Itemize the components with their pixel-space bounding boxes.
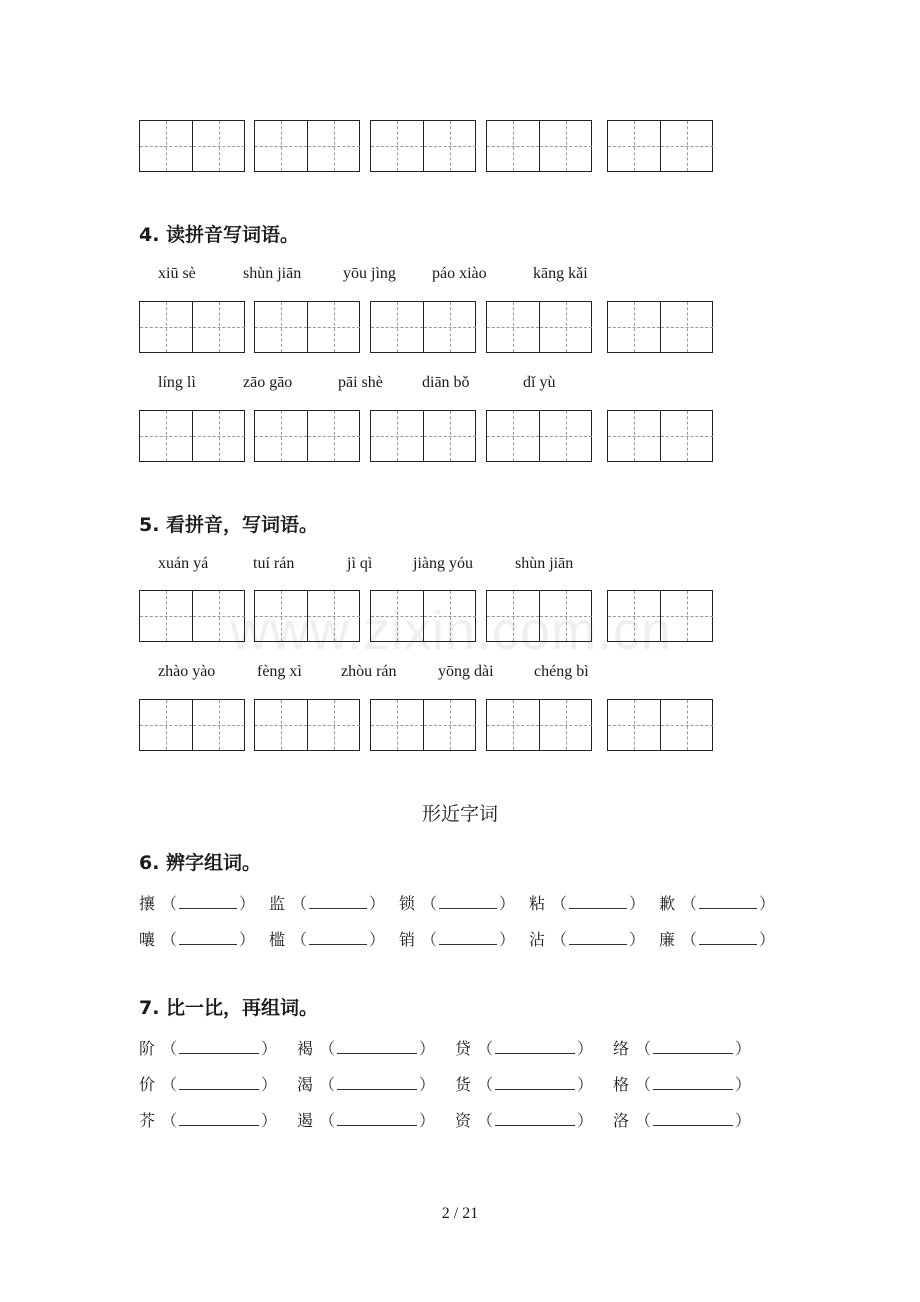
paren-open: （ bbox=[421, 930, 438, 949]
word-box[interactable] bbox=[254, 699, 360, 751]
word-box[interactable] bbox=[254, 590, 360, 642]
pinyin-label: tuí rán bbox=[253, 555, 295, 572]
paren-open: （ bbox=[477, 1111, 494, 1130]
char-pair bbox=[269, 891, 385, 914]
paren-open: （ bbox=[635, 1039, 652, 1058]
paren-close: ） bbox=[577, 1111, 594, 1130]
char-pair bbox=[455, 1072, 593, 1095]
char-pair bbox=[613, 1036, 751, 1059]
pinyin-label: jì qì bbox=[347, 555, 373, 572]
word-box[interactable] bbox=[254, 301, 360, 353]
paren-close: ） bbox=[735, 1111, 752, 1130]
char-pair bbox=[399, 891, 515, 914]
word-box[interactable] bbox=[486, 590, 592, 642]
word-box[interactable] bbox=[370, 410, 476, 462]
char: 销 bbox=[399, 930, 416, 949]
word-box[interactable] bbox=[139, 301, 245, 353]
char-pair bbox=[139, 1072, 277, 1095]
char-pair bbox=[297, 1072, 435, 1095]
pinyin-label: zhào yào bbox=[158, 663, 216, 680]
paren-close: ） bbox=[261, 1039, 278, 1058]
writing-grid-row bbox=[139, 301, 714, 355]
pinyin-label: yōng dài bbox=[438, 663, 494, 680]
pinyin-label: yōu jìng bbox=[343, 265, 396, 282]
paren-close: ） bbox=[369, 930, 386, 949]
pinyin-label: kāng kǎi bbox=[533, 265, 588, 282]
paren-close: ） bbox=[239, 930, 256, 949]
word-box[interactable] bbox=[486, 120, 592, 172]
question-5-heading: 5. 看拼音，写词语。 bbox=[139, 514, 319, 536]
paren-open: （ bbox=[421, 894, 438, 913]
paren-open: （ bbox=[161, 1075, 178, 1094]
paren-open: （ bbox=[161, 1111, 178, 1130]
section-title: 形近字词 bbox=[421, 803, 498, 825]
paren-open: （ bbox=[161, 930, 178, 949]
paren-close: ） bbox=[577, 1039, 594, 1058]
char-pair bbox=[297, 1108, 435, 1131]
paren-close: ） bbox=[577, 1075, 594, 1094]
char: 遏 bbox=[297, 1111, 314, 1130]
word-box[interactable] bbox=[254, 120, 360, 172]
word-box[interactable] bbox=[607, 590, 713, 642]
char: 贷 bbox=[455, 1039, 472, 1058]
char: 资 bbox=[455, 1111, 472, 1130]
word-box[interactable] bbox=[607, 410, 713, 462]
paren-open: （ bbox=[477, 1075, 494, 1094]
pinyin-label: zhòu rán bbox=[341, 663, 397, 680]
answer-blank[interactable] bbox=[179, 1075, 259, 1090]
answer-blank[interactable] bbox=[495, 1111, 575, 1126]
paren-close: ） bbox=[759, 894, 776, 913]
paren-close: ） bbox=[629, 894, 646, 913]
answer-blank[interactable] bbox=[495, 1039, 575, 1054]
answer-blank[interactable] bbox=[439, 930, 497, 945]
paren-open: （ bbox=[319, 1075, 336, 1094]
char-pair bbox=[139, 1108, 277, 1131]
answer-blank[interactable] bbox=[179, 1111, 259, 1126]
answer-blank[interactable] bbox=[439, 894, 497, 909]
writing-grid-row bbox=[139, 120, 714, 174]
answer-blank[interactable] bbox=[653, 1111, 733, 1126]
paren-open: （ bbox=[319, 1111, 336, 1130]
answer-blank[interactable] bbox=[179, 930, 237, 945]
word-box[interactable] bbox=[370, 301, 476, 353]
char: 洛 bbox=[613, 1111, 630, 1130]
char: 货 bbox=[455, 1075, 472, 1094]
word-box[interactable] bbox=[139, 699, 245, 751]
char: 粘 bbox=[529, 894, 546, 913]
paren-open: （ bbox=[477, 1039, 494, 1058]
paren-open: （ bbox=[291, 894, 308, 913]
pinyin-label: chéng bì bbox=[534, 663, 589, 680]
word-box[interactable] bbox=[139, 120, 245, 172]
char: 阶 bbox=[139, 1039, 156, 1058]
char: 渴 bbox=[297, 1075, 314, 1094]
char-pair bbox=[455, 1108, 593, 1131]
pinyin-label: xuán yá bbox=[158, 555, 209, 572]
page-number: 2 / 21 bbox=[441, 1205, 479, 1222]
pinyin-label: fèng xì bbox=[257, 663, 302, 680]
paren-open: （ bbox=[551, 894, 568, 913]
answer-blank[interactable] bbox=[309, 894, 367, 909]
answer-blank[interactable] bbox=[337, 1075, 417, 1090]
paren-close: ） bbox=[419, 1039, 436, 1058]
pinyin-label: jiàng yóu bbox=[413, 555, 473, 572]
char-pair bbox=[529, 891, 645, 914]
watermark-text: www.zixin.com.cn bbox=[230, 601, 673, 661]
writing-grid-row bbox=[139, 410, 714, 464]
paren-close: ） bbox=[261, 1111, 278, 1130]
char: 价 bbox=[139, 1075, 156, 1094]
char: 格 bbox=[613, 1075, 630, 1094]
answer-blank[interactable] bbox=[569, 894, 627, 909]
pinyin-label: zāo gāo bbox=[243, 374, 293, 391]
paren-close: ） bbox=[629, 930, 646, 949]
pinyin-label: shùn jiān bbox=[243, 265, 302, 282]
word-box[interactable] bbox=[254, 410, 360, 462]
paren-open: （ bbox=[681, 930, 698, 949]
paren-open: （ bbox=[551, 930, 568, 949]
paren-close: ） bbox=[735, 1039, 752, 1058]
word-box[interactable] bbox=[370, 699, 476, 751]
pinyin-label: páo xiào bbox=[432, 265, 487, 282]
paren-close: ） bbox=[499, 930, 516, 949]
paren-open: （ bbox=[291, 930, 308, 949]
word-box[interactable] bbox=[370, 120, 476, 172]
char: 歉 bbox=[659, 894, 676, 913]
word-box[interactable] bbox=[370, 590, 476, 642]
char: 沾 bbox=[529, 930, 546, 949]
char: 廉 bbox=[659, 930, 676, 949]
char-pair bbox=[613, 1072, 751, 1095]
char-pair bbox=[139, 891, 255, 914]
word-box[interactable] bbox=[486, 699, 592, 751]
char: 褐 bbox=[297, 1039, 314, 1058]
writing-grid-row bbox=[139, 590, 714, 644]
word-box[interactable] bbox=[486, 301, 592, 353]
answer-blank[interactable] bbox=[569, 930, 627, 945]
paren-close: ） bbox=[419, 1075, 436, 1094]
char-pair bbox=[399, 927, 515, 950]
paren-open: （ bbox=[635, 1075, 652, 1094]
question-7-heading: 7. 比一比，再组词。 bbox=[139, 997, 319, 1019]
char: 络 bbox=[613, 1039, 630, 1058]
paren-close: ） bbox=[759, 930, 776, 949]
answer-blank[interactable] bbox=[337, 1111, 417, 1126]
answer-blank[interactable] bbox=[337, 1039, 417, 1054]
question-4-heading: 4. 读拼音写词语。 bbox=[139, 224, 300, 246]
word-box[interactable] bbox=[139, 410, 245, 462]
char-pair bbox=[269, 927, 385, 950]
answer-blank[interactable] bbox=[653, 1075, 733, 1090]
char: 嚷 bbox=[139, 930, 156, 949]
paren-open: （ bbox=[161, 894, 178, 913]
char-pair bbox=[139, 1036, 277, 1059]
paren-close: ） bbox=[261, 1075, 278, 1094]
answer-blank[interactable] bbox=[179, 894, 237, 909]
char-pair bbox=[455, 1036, 593, 1059]
char-pair bbox=[139, 927, 255, 950]
pinyin-label: pāi shè bbox=[338, 374, 383, 391]
paren-close: ） bbox=[499, 894, 516, 913]
answer-blank[interactable] bbox=[699, 930, 757, 945]
char-pair bbox=[659, 927, 775, 950]
answer-blank[interactable] bbox=[309, 930, 367, 945]
word-box[interactable] bbox=[139, 590, 245, 642]
paren-close: ） bbox=[239, 894, 256, 913]
char: 锁 bbox=[399, 894, 416, 913]
pinyin-label: xiū sè bbox=[158, 265, 196, 282]
paren-close: ） bbox=[735, 1075, 752, 1094]
char-pair bbox=[529, 927, 645, 950]
char: 攘 bbox=[139, 894, 156, 913]
answer-blank[interactable] bbox=[179, 1039, 259, 1054]
answer-blank[interactable] bbox=[495, 1075, 575, 1090]
paren-close: ） bbox=[419, 1111, 436, 1130]
answer-blank[interactable] bbox=[653, 1039, 733, 1054]
answer-blank[interactable] bbox=[699, 894, 757, 909]
pinyin-label: líng lì bbox=[158, 374, 196, 391]
pinyin-label: dǐ yù bbox=[523, 374, 556, 391]
writing-grid-row bbox=[139, 699, 714, 753]
paren-open: （ bbox=[681, 894, 698, 913]
paren-open: （ bbox=[319, 1039, 336, 1058]
char: 槛 bbox=[269, 930, 286, 949]
char-pair bbox=[613, 1108, 751, 1131]
pinyin-label: shùn jiān bbox=[515, 555, 574, 572]
word-box[interactable] bbox=[607, 120, 713, 172]
word-box[interactable] bbox=[486, 410, 592, 462]
word-box[interactable] bbox=[607, 301, 713, 353]
paren-close: ） bbox=[369, 894, 386, 913]
pinyin-label: diān bǒ bbox=[422, 374, 470, 391]
paren-open: （ bbox=[161, 1039, 178, 1058]
char-pair bbox=[659, 891, 775, 914]
question-6-heading: 6. 辨字组词。 bbox=[139, 852, 262, 874]
word-box[interactable] bbox=[607, 699, 713, 751]
char-pair bbox=[297, 1036, 435, 1059]
char: 芥 bbox=[139, 1111, 156, 1130]
paren-open: （ bbox=[635, 1111, 652, 1130]
char: 监 bbox=[269, 894, 286, 913]
